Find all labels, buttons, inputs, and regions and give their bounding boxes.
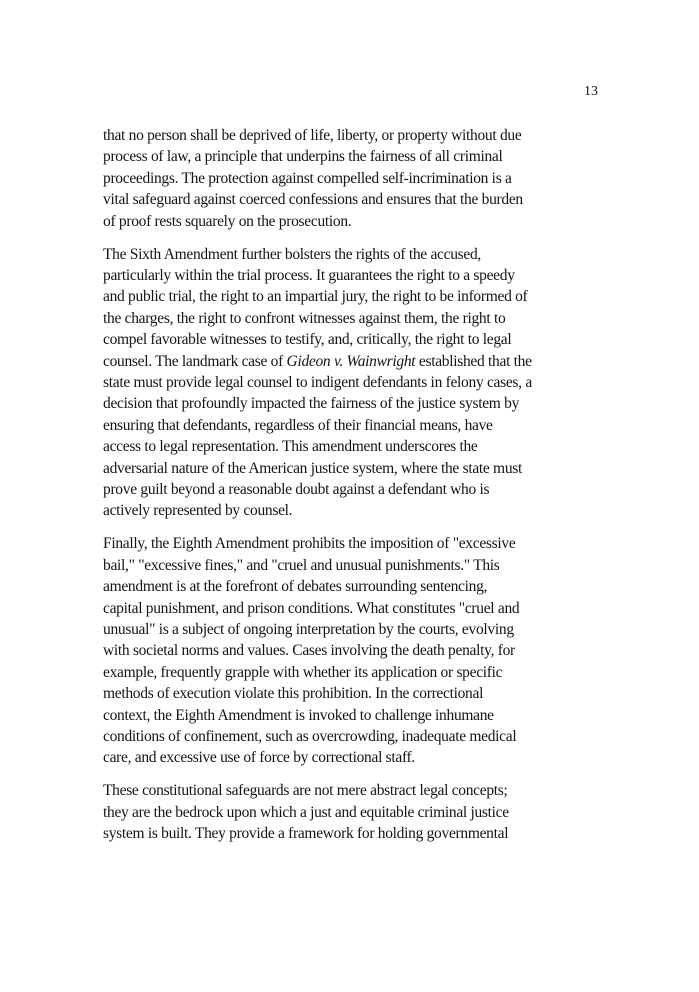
text-line: [103, 436, 598, 457]
text-line: [103, 244, 598, 265]
text-line: [103, 265, 598, 286]
text-run: adversarial nature of the American justice system, where the state must: [103, 459, 523, 477]
text-run: Finally, the Eighth Amendment prohibits the imposition of "excessive: [103, 535, 516, 553]
text-run: compel favorable witnesses to testify, and, critically, the right to legal: [103, 331, 512, 349]
text-run: established that the: [415, 352, 532, 370]
text-run: state must provide legal counsel to indigent defendants in felony cases, a: [103, 373, 532, 391]
text-run: access to legal representation. This amendment underscores the: [103, 438, 478, 456]
text-run: example, frequently grapple with whether its application or specific: [103, 663, 503, 681]
text-line: [103, 286, 598, 307]
text-run: capital punishment, and prison conditions. What constitutes "cruel and: [103, 599, 520, 617]
text-line: [103, 576, 598, 597]
text-run: unusual" is a subject of ongoing interpretation by the courts, evolving: [103, 620, 514, 638]
text-run: counsel. The landmark case of: [103, 352, 287, 370]
text-line: [103, 146, 598, 167]
text-line: [103, 726, 598, 747]
text-line: [103, 189, 598, 210]
text-line: [103, 372, 598, 393]
text-line: [103, 415, 598, 436]
text-line: [103, 747, 598, 768]
text-line: [103, 705, 598, 726]
text-run: the charges, the right to confront witnesses against them, the right to: [103, 309, 506, 327]
text-run: and public trial, the right to an impartial jury, the right to be informed of: [103, 288, 528, 306]
text-line: [103, 500, 598, 521]
text-run: they are the bedrock upon which a just and equitable criminal justice: [103, 803, 509, 821]
text-run: of proof rests squarely on the prosecution.: [103, 212, 352, 230]
paragraph: [103, 533, 598, 768]
text-run: context, the Eighth Amendment is invoked to challenge inhumane: [103, 706, 494, 724]
text-run: conditions of confinement, such as overcrowding, inadequate medical: [103, 727, 517, 745]
text-line: [103, 168, 598, 189]
text-line: [103, 619, 598, 640]
text-line: [103, 351, 598, 372]
text-run: care, and excessive use of force by correctional staff.: [103, 749, 415, 767]
text-run: with societal norms and values. Cases involving the death penalty, for: [103, 642, 515, 660]
page-content: [103, 125, 598, 856]
text-line: [103, 683, 598, 704]
text-line: [103, 393, 598, 414]
text-run: particularly within the trial process. It guarantees the right to a speedy: [103, 266, 515, 284]
text-run: bail," "excessive fines," and "cruel and unusual punishments." This: [103, 556, 500, 574]
text-run: system is built. They provide a framework for holding governmental: [103, 825, 509, 843]
case-citation-italic: Gideon v. Wainwright: [286, 352, 416, 370]
text-run: vital safeguard against coerced confessions and ensures that the burden: [103, 191, 523, 209]
text-line: [103, 125, 598, 146]
text-line: [103, 555, 598, 576]
text-run: prove guilt beyond a reasonable doubt against a defendant who is: [103, 481, 490, 498]
text-run: ensuring that defendants, regardless of their financial means, have: [103, 416, 493, 434]
text-run: amendment is at the forefront of debates surrounding sentencing,: [103, 578, 488, 596]
text-run: These constitutional safeguards are not mere abstract legal concepts;: [103, 782, 508, 800]
text-line: [103, 308, 598, 329]
text-line: [103, 458, 598, 479]
paragraph: [103, 125, 598, 232]
text-run: methods of execution violate this prohibition. In the correctional: [103, 685, 484, 703]
text-line: [103, 533, 598, 554]
text-line: [103, 823, 598, 844]
text-run: that no person shall be deprived of life, liberty, or property without due: [103, 127, 522, 144]
text-line: [103, 662, 598, 683]
text-line: [103, 211, 598, 232]
text-run: The Sixth Amendment further bolsters the rights of the accused,: [103, 245, 481, 263]
text-line: [103, 640, 598, 661]
paragraph: [103, 244, 598, 522]
text-line: [103, 598, 598, 619]
paragraph: [103, 780, 598, 844]
text-line: [103, 780, 598, 801]
text-run: proceedings. The protection against compelled self-incrimination is a: [103, 169, 512, 187]
text-line: [103, 329, 598, 350]
text-line: [103, 479, 598, 500]
text-line: [103, 802, 598, 823]
text-run: process of law, a principle that underpins the fairness of all criminal: [103, 148, 503, 166]
text-run: decision that profoundly impacted the fairness of the justice system by: [103, 395, 520, 413]
page-number: 13: [584, 84, 598, 99]
text-run: actively represented by counsel.: [103, 502, 293, 520]
